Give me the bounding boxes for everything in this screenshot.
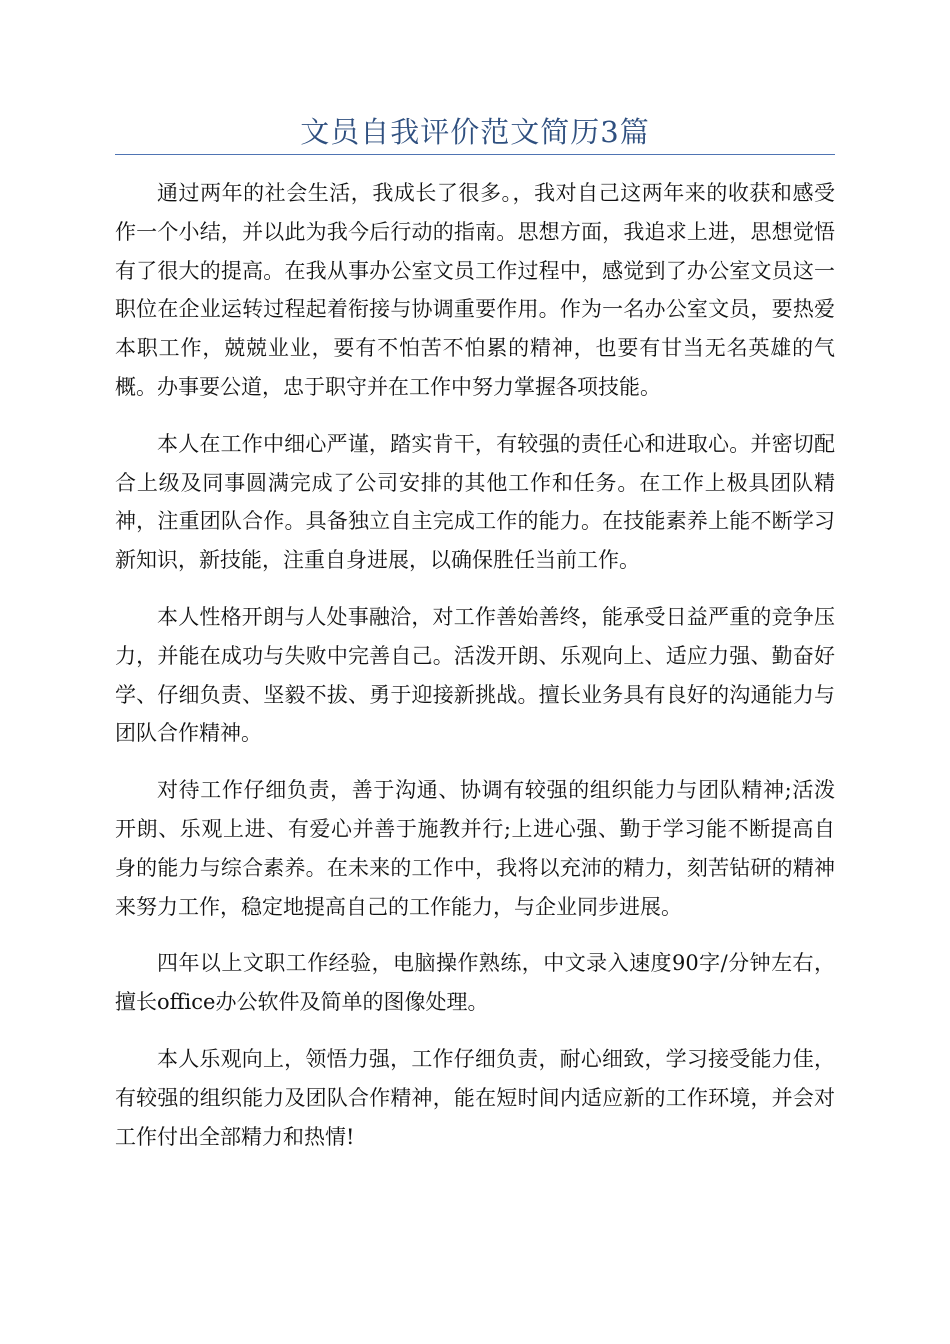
paragraph-3: 本人性格开朗与人处事融洽，对工作善始善终，能承受日益严重的竞争压力，并能在成功与失败中完善自己。活泼开朗、乐观向上、适应力强、勤奋好学、仔细负责、坚毅不拔、勇于迎接新挑战。擅长业务具有良好的沟通能力与团队合作精神。	[115, 604, 835, 746]
document-body	[115, 174, 835, 1174]
paragraph-5: 四年以上文职工作经验，电脑操作熟练，中文录入速度90字/分钟左右，擅长office办公软件及简单的图像处理。	[115, 951, 835, 1015]
paragraph-1: 通过两年的社会生活，我成长了很多。，我对自己这两年来的收获和感受作一个小结，并以此为我今后行动的指南。思想方面，我追求上进，思想觉悟有了很大的提高。在我从事办公室文员工作过程中，感觉到了办公室文员这一职位在企业运转过程起着衔接与协调重要作用。作为一名办公室文员，要热爱本职工作，兢兢业业，要有不怕苦不怕累的精神，也要有甘当无名英雄的气概。办事要公道，忠于职守并在工作中努力掌握各项技能。	[115, 181, 835, 399]
paragraph-2: 本人在工作中细心严谨，踏实肯干，有较强的责任心和进取心。并密切配合上级及同事圆满完成了公司安排的其他工作和任务。在工作上极具团队精神，注重团队合作。具备独立自主完成工作的能力。在技能素养上能不断学习新知识，新技能，注重自身进展，以确保胜任当前工作。	[115, 431, 835, 573]
page-title: 文员自我评价范文简历3篇	[300, 115, 650, 149]
title-divider	[115, 154, 835, 155]
paragraph-4: 对待工作仔细负责，善于沟通、协调有较强的组织能力与团队精神;活泼开朗、乐观上进、有爱心并善于施教并行;上进心强、勤于学习能不断提高自身的能力与综合素养。在未来的工作中，我将以充沛的精力，刻苦钻研的精神来努力工作，稳定地提高自己的工作能力，与企业同步进展。	[115, 778, 835, 919]
paragraph-6: 本人乐观向上，领悟力强，工作仔细负责，耐心细致，学习接受能力佳，有较强的组织能力及团队合作精神，能在短时间内适应新的工作环境，并会对工作付出全部精力和热情!	[115, 1046, 835, 1149]
